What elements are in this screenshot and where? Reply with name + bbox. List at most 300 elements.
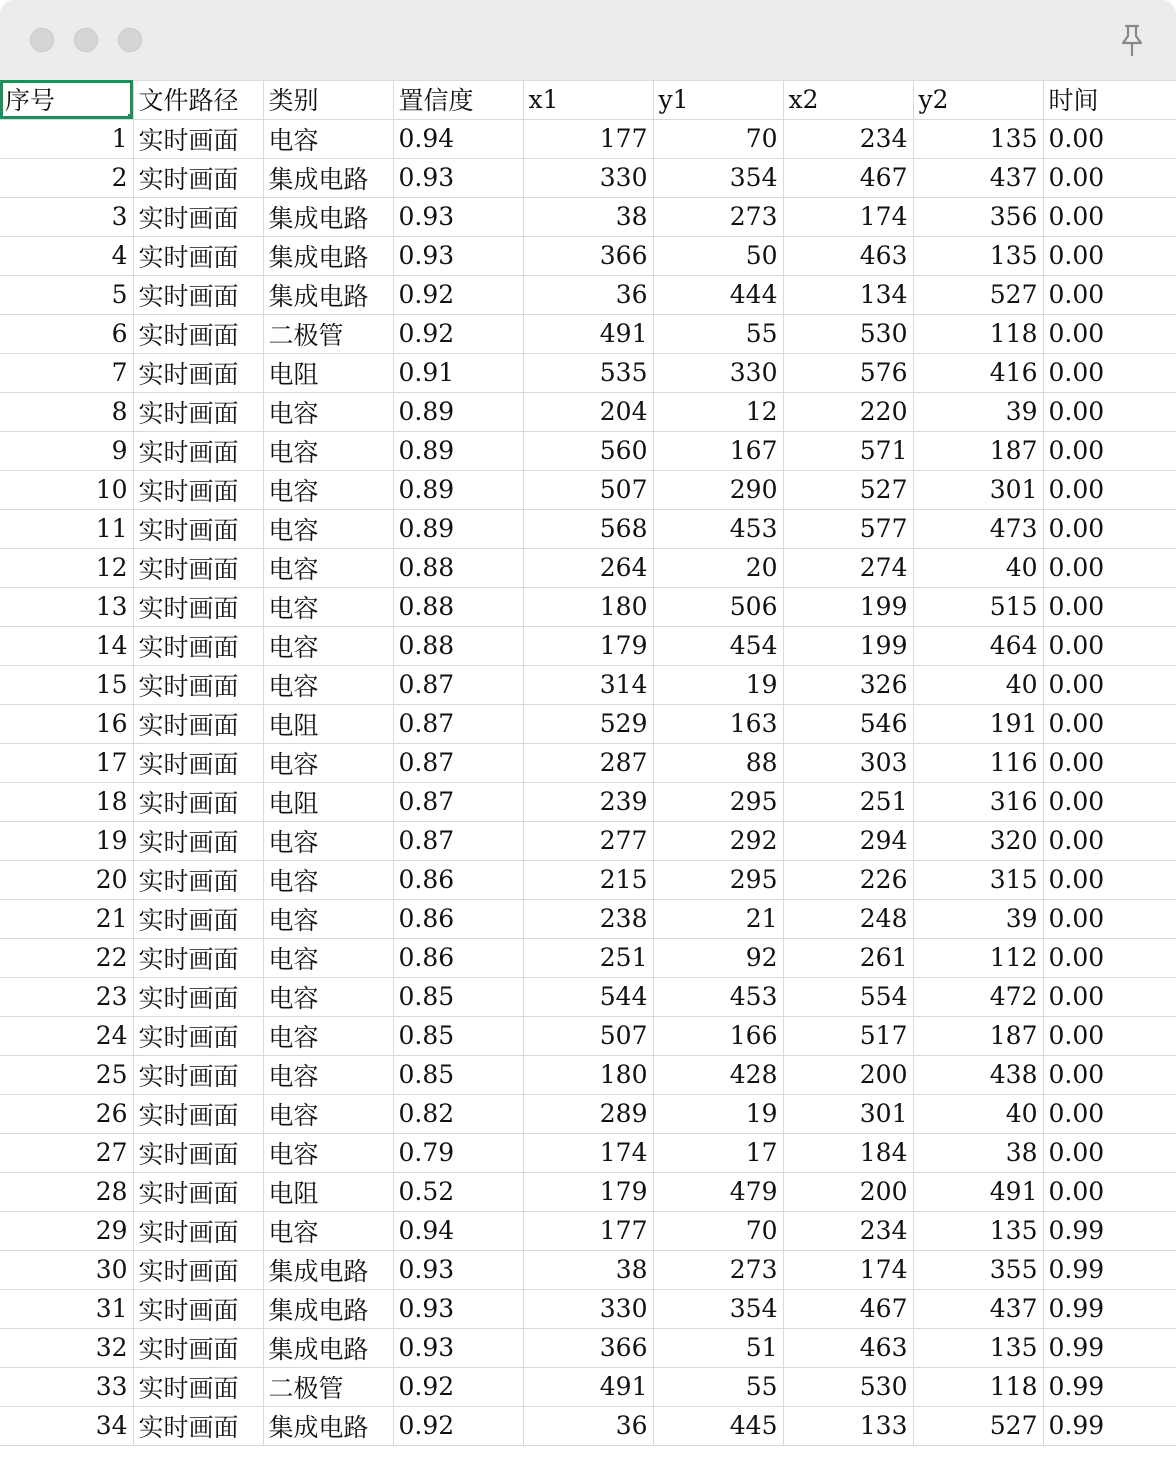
cell-time[interactable]: 0.00 xyxy=(1043,509,1176,548)
cell-y1[interactable]: 479 xyxy=(653,1172,783,1211)
cell-filepath[interactable]: 实时画面 xyxy=(133,782,263,821)
header-cell-index[interactable] xyxy=(0,80,133,119)
cell-confidence[interactable]: 0.93 xyxy=(393,1250,523,1289)
cell-y1[interactable]: 354 xyxy=(653,1289,783,1328)
cell-index[interactable]: 3 xyxy=(0,197,133,236)
cell-x2[interactable]: 234 xyxy=(783,119,913,158)
cell-y2[interactable]: 437 xyxy=(913,1289,1043,1328)
cell-time[interactable]: 0.00 xyxy=(1043,1055,1176,1094)
sheet-grid[interactable] xyxy=(0,80,1176,1472)
cell-index[interactable]: 34 xyxy=(0,1406,133,1445)
cell-category[interactable]: 电容 xyxy=(263,821,393,860)
maximize-icon[interactable] xyxy=(118,28,142,52)
cell-x1[interactable]: 529 xyxy=(523,704,653,743)
cell-x1[interactable]: 238 xyxy=(523,899,653,938)
cell-time[interactable]: 0.00 xyxy=(1043,236,1176,275)
cell-x2[interactable]: 326 xyxy=(783,665,913,704)
header-cell-time[interactable]: 时间 xyxy=(1043,80,1176,119)
cell-index[interactable]: 20 xyxy=(0,860,133,899)
header-cell-confidence[interactable]: 置信度 xyxy=(393,80,523,119)
cell-y1[interactable]: 295 xyxy=(653,782,783,821)
cell-x2[interactable]: 530 xyxy=(783,1367,913,1406)
cell-y1[interactable]: 55 xyxy=(653,314,783,353)
cell-x2[interactable]: 571 xyxy=(783,431,913,470)
cell-y1[interactable]: 167 xyxy=(653,431,783,470)
cell-confidence[interactable]: 0.92 xyxy=(393,275,523,314)
cell-x2[interactable]: 226 xyxy=(783,860,913,899)
cell-y2[interactable]: 416 xyxy=(913,353,1043,392)
cell-x2[interactable]: 234 xyxy=(783,1211,913,1250)
cell-category[interactable]: 电容 xyxy=(263,743,393,782)
cell-y2[interactable]: 135 xyxy=(913,1328,1043,1367)
cell-index[interactable]: 4 xyxy=(0,236,133,275)
cell-x2[interactable]: 467 xyxy=(783,158,913,197)
cell-x1[interactable]: 560 xyxy=(523,431,653,470)
cell-x2[interactable]: 294 xyxy=(783,821,913,860)
cell-y2[interactable]: 118 xyxy=(913,1367,1043,1406)
cell-confidence[interactable]: 0.93 xyxy=(393,197,523,236)
cell-category[interactable]: 二极管 xyxy=(263,314,393,353)
cell-time[interactable]: 0.00 xyxy=(1043,197,1176,236)
cell-x2[interactable]: 251 xyxy=(783,782,913,821)
cell-category[interactable]: 电容 xyxy=(263,626,393,665)
cell-x1[interactable]: 330 xyxy=(523,1289,653,1328)
cell-index[interactable]: 27 xyxy=(0,1133,133,1172)
cell-x1[interactable]: 177 xyxy=(523,119,653,158)
cell-time[interactable]: 0.00 xyxy=(1043,431,1176,470)
cell-y2[interactable]: 187 xyxy=(913,1016,1043,1055)
cell-y1[interactable]: 330 xyxy=(653,353,783,392)
cell-confidence[interactable]: 0.89 xyxy=(393,470,523,509)
cell-confidence[interactable]: 0.94 xyxy=(393,1211,523,1250)
cell-x1[interactable]: 287 xyxy=(523,743,653,782)
cell-category[interactable]: 电阻 xyxy=(263,782,393,821)
cell-confidence[interactable]: 0.94 xyxy=(393,119,523,158)
cell-x2[interactable]: 261 xyxy=(783,938,913,977)
cell-filepath[interactable]: 实时画面 xyxy=(133,509,263,548)
cell-y1[interactable]: 453 xyxy=(653,977,783,1016)
cell-x1[interactable]: 491 xyxy=(523,1367,653,1406)
cell-filepath[interactable]: 实时画面 xyxy=(133,1367,263,1406)
cell-filepath[interactable]: 实时画面 xyxy=(133,821,263,860)
cell-index[interactable]: 11 xyxy=(0,509,133,548)
cell-x1[interactable]: 507 xyxy=(523,1016,653,1055)
cell-y2[interactable]: 527 xyxy=(913,275,1043,314)
cell-filepath[interactable]: 实时画面 xyxy=(133,743,263,782)
cell-filepath[interactable]: 实时画面 xyxy=(133,665,263,704)
cell-confidence[interactable]: 0.93 xyxy=(393,158,523,197)
cell-index[interactable]: 23 xyxy=(0,977,133,1016)
cell-filepath[interactable]: 实时画面 xyxy=(133,1016,263,1055)
cell-index[interactable]: 14 xyxy=(0,626,133,665)
cell-x1[interactable]: 239 xyxy=(523,782,653,821)
cell-index[interactable]: 2 xyxy=(0,158,133,197)
cell-filepath[interactable]: 实时画面 xyxy=(133,938,263,977)
cell-x1[interactable]: 180 xyxy=(523,1055,653,1094)
pin-icon[interactable] xyxy=(1116,22,1148,58)
cell-y1[interactable]: 295 xyxy=(653,860,783,899)
cell-time[interactable]: 0.99 xyxy=(1043,1250,1176,1289)
cell-time[interactable]: 0.00 xyxy=(1043,548,1176,587)
header-cell-category[interactable]: 类别 xyxy=(263,80,393,119)
cell-confidence[interactable]: 0.93 xyxy=(393,1328,523,1367)
cell-filepath[interactable]: 实时画面 xyxy=(133,470,263,509)
cell-y1[interactable]: 17 xyxy=(653,1133,783,1172)
cell-y2[interactable]: 491 xyxy=(913,1172,1043,1211)
cell-category[interactable]: 集成电路 xyxy=(263,236,393,275)
fill-handle[interactable] xyxy=(128,114,134,120)
cell-category[interactable]: 电容 xyxy=(263,587,393,626)
cell-time[interactable]: 0.00 xyxy=(1043,158,1176,197)
cell-x2[interactable]: 199 xyxy=(783,626,913,665)
cell-y2[interactable]: 40 xyxy=(913,1094,1043,1133)
cell-y2[interactable]: 355 xyxy=(913,1250,1043,1289)
cell-filepath[interactable]: 实时画面 xyxy=(133,704,263,743)
cell-category[interactable]: 电阻 xyxy=(263,704,393,743)
cell-index[interactable]: 24 xyxy=(0,1016,133,1055)
cell-filepath[interactable]: 实时画面 xyxy=(133,860,263,899)
cell-y1[interactable]: 354 xyxy=(653,158,783,197)
cell-y2[interactable]: 40 xyxy=(913,665,1043,704)
cell-confidence[interactable]: 0.86 xyxy=(393,938,523,977)
cell-y1[interactable]: 166 xyxy=(653,1016,783,1055)
cell-time[interactable]: 0.00 xyxy=(1043,860,1176,899)
cell-y2[interactable]: 191 xyxy=(913,704,1043,743)
cell-confidence[interactable]: 0.89 xyxy=(393,392,523,431)
cell-index[interactable]: 15 xyxy=(0,665,133,704)
cell-category[interactable]: 电容 xyxy=(263,431,393,470)
cell-time[interactable]: 0.00 xyxy=(1043,470,1176,509)
cell-time[interactable]: 0.00 xyxy=(1043,1094,1176,1133)
header-cell-filepath[interactable]: 文件路径 xyxy=(133,80,263,119)
cell-y1[interactable]: 273 xyxy=(653,1250,783,1289)
cell-category[interactable]: 电容 xyxy=(263,977,393,1016)
cell-x2[interactable]: 463 xyxy=(783,236,913,275)
cell-category[interactable]: 二极管 xyxy=(263,1367,393,1406)
cell-x1[interactable]: 535 xyxy=(523,353,653,392)
cell-x1[interactable]: 179 xyxy=(523,626,653,665)
cell-y2[interactable]: 472 xyxy=(913,977,1043,1016)
cell-filepath[interactable]: 实时画面 xyxy=(133,1406,263,1445)
cell-x2[interactable]: 184 xyxy=(783,1133,913,1172)
cell-time[interactable]: 0.00 xyxy=(1043,626,1176,665)
cell-filepath[interactable]: 实时画面 xyxy=(133,626,263,665)
cell-filepath[interactable]: 实时画面 xyxy=(133,977,263,1016)
cell-y1[interactable]: 454 xyxy=(653,626,783,665)
cell-index[interactable]: 29 xyxy=(0,1211,133,1250)
cell-index[interactable]: 18 xyxy=(0,782,133,821)
cell-category[interactable]: 集成电路 xyxy=(263,158,393,197)
cell-y2[interactable]: 39 xyxy=(913,899,1043,938)
cell-index[interactable]: 33 xyxy=(0,1367,133,1406)
cell-category[interactable]: 电阻 xyxy=(263,353,393,392)
cell-x2[interactable]: 576 xyxy=(783,353,913,392)
cell-x2[interactable]: 467 xyxy=(783,1289,913,1328)
minimize-icon[interactable] xyxy=(74,28,98,52)
cell-time[interactable]: 0.00 xyxy=(1043,977,1176,1016)
cell-confidence[interactable]: 0.87 xyxy=(393,743,523,782)
cell-confidence[interactable]: 0.87 xyxy=(393,782,523,821)
cell-y1[interactable]: 445 xyxy=(653,1406,783,1445)
cell-category[interactable]: 电容 xyxy=(263,1016,393,1055)
close-icon[interactable] xyxy=(30,28,54,52)
cell-y1[interactable]: 292 xyxy=(653,821,783,860)
cell-category[interactable]: 集成电路 xyxy=(263,1289,393,1328)
cell-time[interactable]: 0.00 xyxy=(1043,899,1176,938)
cell-time[interactable]: 0.00 xyxy=(1043,821,1176,860)
cell-category[interactable]: 电容 xyxy=(263,860,393,899)
cell-y1[interactable]: 12 xyxy=(653,392,783,431)
cell-y2[interactable]: 464 xyxy=(913,626,1043,665)
header-cell-y1[interactable]: y1 xyxy=(653,80,783,119)
cell-x1[interactable]: 36 xyxy=(523,275,653,314)
cell-y1[interactable]: 506 xyxy=(653,587,783,626)
cell-category[interactable]: 电容 xyxy=(263,392,393,431)
cell-y1[interactable]: 19 xyxy=(653,665,783,704)
cell-y2[interactable]: 39 xyxy=(913,392,1043,431)
cell-confidence[interactable]: 0.89 xyxy=(393,509,523,548)
cell-y1[interactable]: 70 xyxy=(653,119,783,158)
cell-y2[interactable]: 473 xyxy=(913,509,1043,548)
cell-category[interactable]: 电容 xyxy=(263,548,393,587)
cell-x2[interactable]: 577 xyxy=(783,509,913,548)
cell-x2[interactable]: 174 xyxy=(783,1250,913,1289)
cell-category[interactable]: 电容 xyxy=(263,899,393,938)
cell-time[interactable]: 0.00 xyxy=(1043,587,1176,626)
cell-x1[interactable]: 215 xyxy=(523,860,653,899)
cell-x1[interactable]: 177 xyxy=(523,1211,653,1250)
cell-x1[interactable]: 491 xyxy=(523,314,653,353)
cell-confidence[interactable]: 0.89 xyxy=(393,431,523,470)
cell-y1[interactable]: 453 xyxy=(653,509,783,548)
cell-y1[interactable]: 20 xyxy=(653,548,783,587)
cell-filepath[interactable]: 实时画面 xyxy=(133,158,263,197)
cell-filepath[interactable]: 实时画面 xyxy=(133,1133,263,1172)
cell-y1[interactable]: 92 xyxy=(653,938,783,977)
cell-x1[interactable]: 38 xyxy=(523,197,653,236)
cell-time[interactable]: 0.00 xyxy=(1043,353,1176,392)
cell-x2[interactable]: 133 xyxy=(783,1406,913,1445)
cell-x2[interactable]: 517 xyxy=(783,1016,913,1055)
cell-x1[interactable]: 174 xyxy=(523,1133,653,1172)
cell-x1[interactable]: 264 xyxy=(523,548,653,587)
cell-x2[interactable]: 554 xyxy=(783,977,913,1016)
cell-x2[interactable]: 200 xyxy=(783,1055,913,1094)
cell-x1[interactable]: 366 xyxy=(523,236,653,275)
cell-y2[interactable]: 527 xyxy=(913,1406,1043,1445)
cell-y2[interactable]: 437 xyxy=(913,158,1043,197)
cell-category[interactable]: 电容 xyxy=(263,1055,393,1094)
cell-x1[interactable]: 289 xyxy=(523,1094,653,1133)
cell-y1[interactable]: 19 xyxy=(653,1094,783,1133)
cell-time[interactable]: 0.99 xyxy=(1043,1211,1176,1250)
cell-y2[interactable]: 135 xyxy=(913,119,1043,158)
cell-filepath[interactable]: 实时画面 xyxy=(133,353,263,392)
cell-y1[interactable]: 55 xyxy=(653,1367,783,1406)
cell-filepath[interactable]: 实时画面 xyxy=(133,1250,263,1289)
cell-y2[interactable]: 40 xyxy=(913,548,1043,587)
cell-filepath[interactable]: 实时画面 xyxy=(133,1172,263,1211)
cell-filepath[interactable]: 实时画面 xyxy=(133,431,263,470)
cell-category[interactable]: 电容 xyxy=(263,665,393,704)
cell-x2[interactable]: 530 xyxy=(783,314,913,353)
cell-filepath[interactable]: 实时画面 xyxy=(133,275,263,314)
cell-category[interactable]: 集成电路 xyxy=(263,1250,393,1289)
cell-x2[interactable]: 274 xyxy=(783,548,913,587)
cell-x2[interactable]: 220 xyxy=(783,392,913,431)
cell-category[interactable]: 电容 xyxy=(263,938,393,977)
cell-index[interactable]: 17 xyxy=(0,743,133,782)
cell-y2[interactable]: 118 xyxy=(913,314,1043,353)
cell-confidence[interactable]: 0.85 xyxy=(393,977,523,1016)
cell-y1[interactable]: 51 xyxy=(653,1328,783,1367)
cell-time[interactable]: 0.99 xyxy=(1043,1406,1176,1445)
cell-filepath[interactable]: 实时画面 xyxy=(133,1094,263,1133)
cell-x1[interactable]: 366 xyxy=(523,1328,653,1367)
cell-x2[interactable]: 303 xyxy=(783,743,913,782)
cell-y1[interactable]: 428 xyxy=(653,1055,783,1094)
cell-x1[interactable]: 36 xyxy=(523,1406,653,1445)
cell-y2[interactable]: 38 xyxy=(913,1133,1043,1172)
cell-confidence[interactable]: 0.86 xyxy=(393,899,523,938)
cell-category[interactable]: 电容 xyxy=(263,119,393,158)
cell-x1[interactable]: 330 xyxy=(523,158,653,197)
cell-time[interactable]: 0.00 xyxy=(1043,782,1176,821)
cell-x1[interactable]: 314 xyxy=(523,665,653,704)
cell-y1[interactable]: 163 xyxy=(653,704,783,743)
cell-category[interactable]: 电容 xyxy=(263,1211,393,1250)
cell-category[interactable]: 集成电路 xyxy=(263,1328,393,1367)
cell-index[interactable]: 1 xyxy=(0,119,133,158)
cell-confidence[interactable]: 0.86 xyxy=(393,860,523,899)
cell-y2[interactable]: 135 xyxy=(913,236,1043,275)
cell-category[interactable]: 电阻 xyxy=(263,1172,393,1211)
cell-time[interactable]: 0.00 xyxy=(1043,119,1176,158)
cell-x2[interactable]: 199 xyxy=(783,587,913,626)
cell-y2[interactable]: 320 xyxy=(913,821,1043,860)
cell-confidence[interactable]: 0.82 xyxy=(393,1094,523,1133)
cell-x1[interactable]: 204 xyxy=(523,392,653,431)
cell-index[interactable]: 32 xyxy=(0,1328,133,1367)
cell-category[interactable]: 集成电路 xyxy=(263,275,393,314)
cell-confidence[interactable]: 0.87 xyxy=(393,704,523,743)
cell-index[interactable]: 28 xyxy=(0,1172,133,1211)
cell-index[interactable]: 12 xyxy=(0,548,133,587)
cell-time[interactable]: 0.00 xyxy=(1043,1133,1176,1172)
cell-filepath[interactable]: 实时画面 xyxy=(133,236,263,275)
cell-y1[interactable]: 50 xyxy=(653,236,783,275)
cell-x1[interactable]: 277 xyxy=(523,821,653,860)
cell-filepath[interactable]: 实时画面 xyxy=(133,119,263,158)
cell-x1[interactable]: 179 xyxy=(523,1172,653,1211)
cell-category[interactable]: 电容 xyxy=(263,509,393,548)
cell-confidence[interactable]: 0.92 xyxy=(393,314,523,353)
cell-y2[interactable]: 315 xyxy=(913,860,1043,899)
header-cell-y2[interactable]: y2 xyxy=(913,80,1043,119)
cell-x1[interactable]: 251 xyxy=(523,938,653,977)
cell-x2[interactable]: 301 xyxy=(783,1094,913,1133)
cell-index[interactable]: 8 xyxy=(0,392,133,431)
cell-category[interactable]: 电容 xyxy=(263,1094,393,1133)
cell-x2[interactable]: 200 xyxy=(783,1172,913,1211)
cell-index[interactable]: 26 xyxy=(0,1094,133,1133)
cell-time[interactable]: 0.00 xyxy=(1043,743,1176,782)
cell-category[interactable]: 电容 xyxy=(263,1133,393,1172)
cell-index[interactable]: 19 xyxy=(0,821,133,860)
cell-x1[interactable]: 568 xyxy=(523,509,653,548)
cell-y1[interactable]: 290 xyxy=(653,470,783,509)
cell-filepath[interactable]: 实时画面 xyxy=(133,587,263,626)
cell-index[interactable]: 31 xyxy=(0,1289,133,1328)
cell-y1[interactable]: 70 xyxy=(653,1211,783,1250)
cell-filepath[interactable]: 实时画面 xyxy=(133,1055,263,1094)
cell-time[interactable]: 0.99 xyxy=(1043,1328,1176,1367)
cell-filepath[interactable]: 实时画面 xyxy=(133,1289,263,1328)
cell-x2[interactable]: 174 xyxy=(783,197,913,236)
header-cell-x2[interactable]: x2 xyxy=(783,80,913,119)
cell-x2[interactable]: 463 xyxy=(783,1328,913,1367)
cell-confidence[interactable]: 0.85 xyxy=(393,1016,523,1055)
cell-filepath[interactable]: 实时画面 xyxy=(133,392,263,431)
cell-x1[interactable]: 180 xyxy=(523,587,653,626)
cell-confidence[interactable]: 0.79 xyxy=(393,1133,523,1172)
cell-x2[interactable]: 527 xyxy=(783,470,913,509)
cell-y2[interactable]: 301 xyxy=(913,470,1043,509)
cell-confidence[interactable]: 0.52 xyxy=(393,1172,523,1211)
cell-confidence[interactable]: 0.88 xyxy=(393,587,523,626)
cell-confidence[interactable]: 0.92 xyxy=(393,1406,523,1445)
cell-y2[interactable]: 316 xyxy=(913,782,1043,821)
cell-time[interactable]: 0.99 xyxy=(1043,1289,1176,1328)
cell-filepath[interactable]: 实时画面 xyxy=(133,314,263,353)
cell-x2[interactable]: 134 xyxy=(783,275,913,314)
cell-x1[interactable]: 38 xyxy=(523,1250,653,1289)
cell-y2[interactable]: 112 xyxy=(913,938,1043,977)
cell-y2[interactable]: 116 xyxy=(913,743,1043,782)
cell-confidence[interactable]: 0.85 xyxy=(393,1055,523,1094)
cell-time[interactable]: 0.00 xyxy=(1043,1016,1176,1055)
cell-filepath[interactable]: 实时画面 xyxy=(133,197,263,236)
cell-time[interactable]: 0.00 xyxy=(1043,392,1176,431)
cell-time[interactable]: 0.00 xyxy=(1043,704,1176,743)
cell-filepath[interactable]: 实时画面 xyxy=(133,548,263,587)
cell-index[interactable]: 6 xyxy=(0,314,133,353)
cell-y2[interactable]: 356 xyxy=(913,197,1043,236)
cell-y1[interactable]: 444 xyxy=(653,275,783,314)
cell-x2[interactable]: 248 xyxy=(783,899,913,938)
cell-filepath[interactable]: 实时画面 xyxy=(133,1211,263,1250)
cell-confidence[interactable]: 0.93 xyxy=(393,1289,523,1328)
cell-time[interactable]: 0.00 xyxy=(1043,1172,1176,1211)
cell-x1[interactable]: 507 xyxy=(523,470,653,509)
cell-time[interactable]: 0.00 xyxy=(1043,665,1176,704)
cell-category[interactable]: 集成电路 xyxy=(263,1406,393,1445)
cell-confidence[interactable]: 0.93 xyxy=(393,236,523,275)
cell-index[interactable]: 25 xyxy=(0,1055,133,1094)
cell-filepath[interactable]: 实时画面 xyxy=(133,1328,263,1367)
cell-category[interactable]: 集成电路 xyxy=(263,197,393,236)
cell-index[interactable]: 21 xyxy=(0,899,133,938)
cell-time[interactable]: 0.00 xyxy=(1043,938,1176,977)
cell-time[interactable]: 0.00 xyxy=(1043,314,1176,353)
cell-x1[interactable]: 544 xyxy=(523,977,653,1016)
header-cell-x1[interactable]: x1 xyxy=(523,80,653,119)
cell-confidence[interactable]: 0.88 xyxy=(393,548,523,587)
cell-x2[interactable]: 546 xyxy=(783,704,913,743)
cell-y2[interactable]: 135 xyxy=(913,1211,1043,1250)
cell-y1[interactable]: 21 xyxy=(653,899,783,938)
cell-index[interactable]: 16 xyxy=(0,704,133,743)
